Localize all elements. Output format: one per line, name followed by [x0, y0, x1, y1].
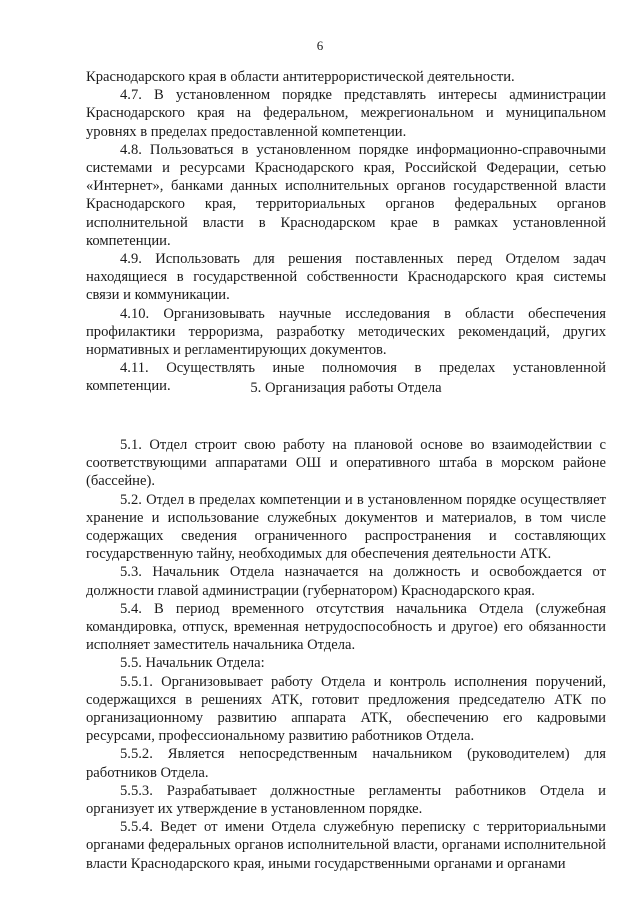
paragraph: 4.11. Осуществлять иные полномочия в пределах установленной компетенции.: [86, 360, 606, 395]
paragraph: 4.10. Организовывать научные исследования в области обеспечения профилактики терроризма, разработку методических рекомендаций, других нормативных и регламентирующих документов.: [86, 305, 606, 359]
paragraph: 4.7. В установленном порядке представлять интересы администрации Краснодарского края на федеральном, межрегиональном и муниципальном уровнях в пределах предоставленной компетенции.: [86, 87, 606, 140]
paragraph: 5.3. Начальник Отдела назначается на должность и освобождается от должности главой администрации (губернатором) Краснодарского края.: [86, 564, 606, 599]
paragraph: 4.8. Пользоваться в установленном порядке информационно-справочными системами и ресурсами Краснодарского края, Российской Федерации, сетью «Интернет», банками данных исполнительных органов государственной власти Краснодарского края, территориальных органов федеральных органов исполнительной власти в Краснодарском крае в рамках установленной компетенции.: [86, 141, 606, 249]
paragraph: 5.2. Отдел в пределах компетенции и в установленном порядке осуществляет хранение и использование служебных документов и материалов, в том числе содержащих сведения ограниченного распространения и составляющих государственную тайну, необходимых для обеспечения деятельности АТК.: [86, 491, 606, 563]
paragraph: 5.5.4. Ведет от имени Отдела служебную переписку с территориальными органами федеральных органов исполнительной власти, органами исполнительной власти Краснодарского края, иными государственными органами и органами: [86, 819, 606, 872]
paragraph: 5.5.3. Разрабатывает должностные регламенты работников Отдела и организует их утверждение в установленном порядке.: [86, 782, 606, 818]
page-number: 6: [316, 38, 324, 53]
top-text-block: [86, 68, 606, 396]
paragraph: 5.4. В период временного отсутствия начальника Отдела (служебная командировка, отпуск, временная нетрудоспособность и другое) его обязанности исполняет заместитель начальника Отдела.: [86, 600, 606, 654]
paragraph: 5.5.2. Является непосредственным начальником (руководителем) для работников Отдела.: [86, 746, 606, 781]
section-heading: 5. Организация работы Отдела: [250, 380, 442, 396]
paragraph: 5.1. Отдел строит свою работу на плановой основе во взаимодействии с соответствующими аппаратами ОШ и оперативного штаба в морском районе (бассейне).: [86, 437, 606, 490]
paragraph: 5.5.1. Организовывает работу Отдела и контроль исполнения поручений, содержащихся в решениях АТК, готовит предложения председателю АТК по организационному развитию аппарата АТК, обеспечению его кадровыми ресурсами, профессиональному развитию работников Отдела.: [86, 673, 606, 745]
bottom-text-block: [86, 436, 606, 873]
paragraph: Краснодарского края в области антитеррористической деятельности.: [86, 69, 515, 85]
paragraph: 5.5. Начальник Отдела:: [120, 655, 265, 672]
paragraph: 4.9. Использовать для решения поставленных перед Отделом задач находящиеся в государственной собственности Краснодарского края системы связи и коммуникации.: [86, 251, 606, 304]
